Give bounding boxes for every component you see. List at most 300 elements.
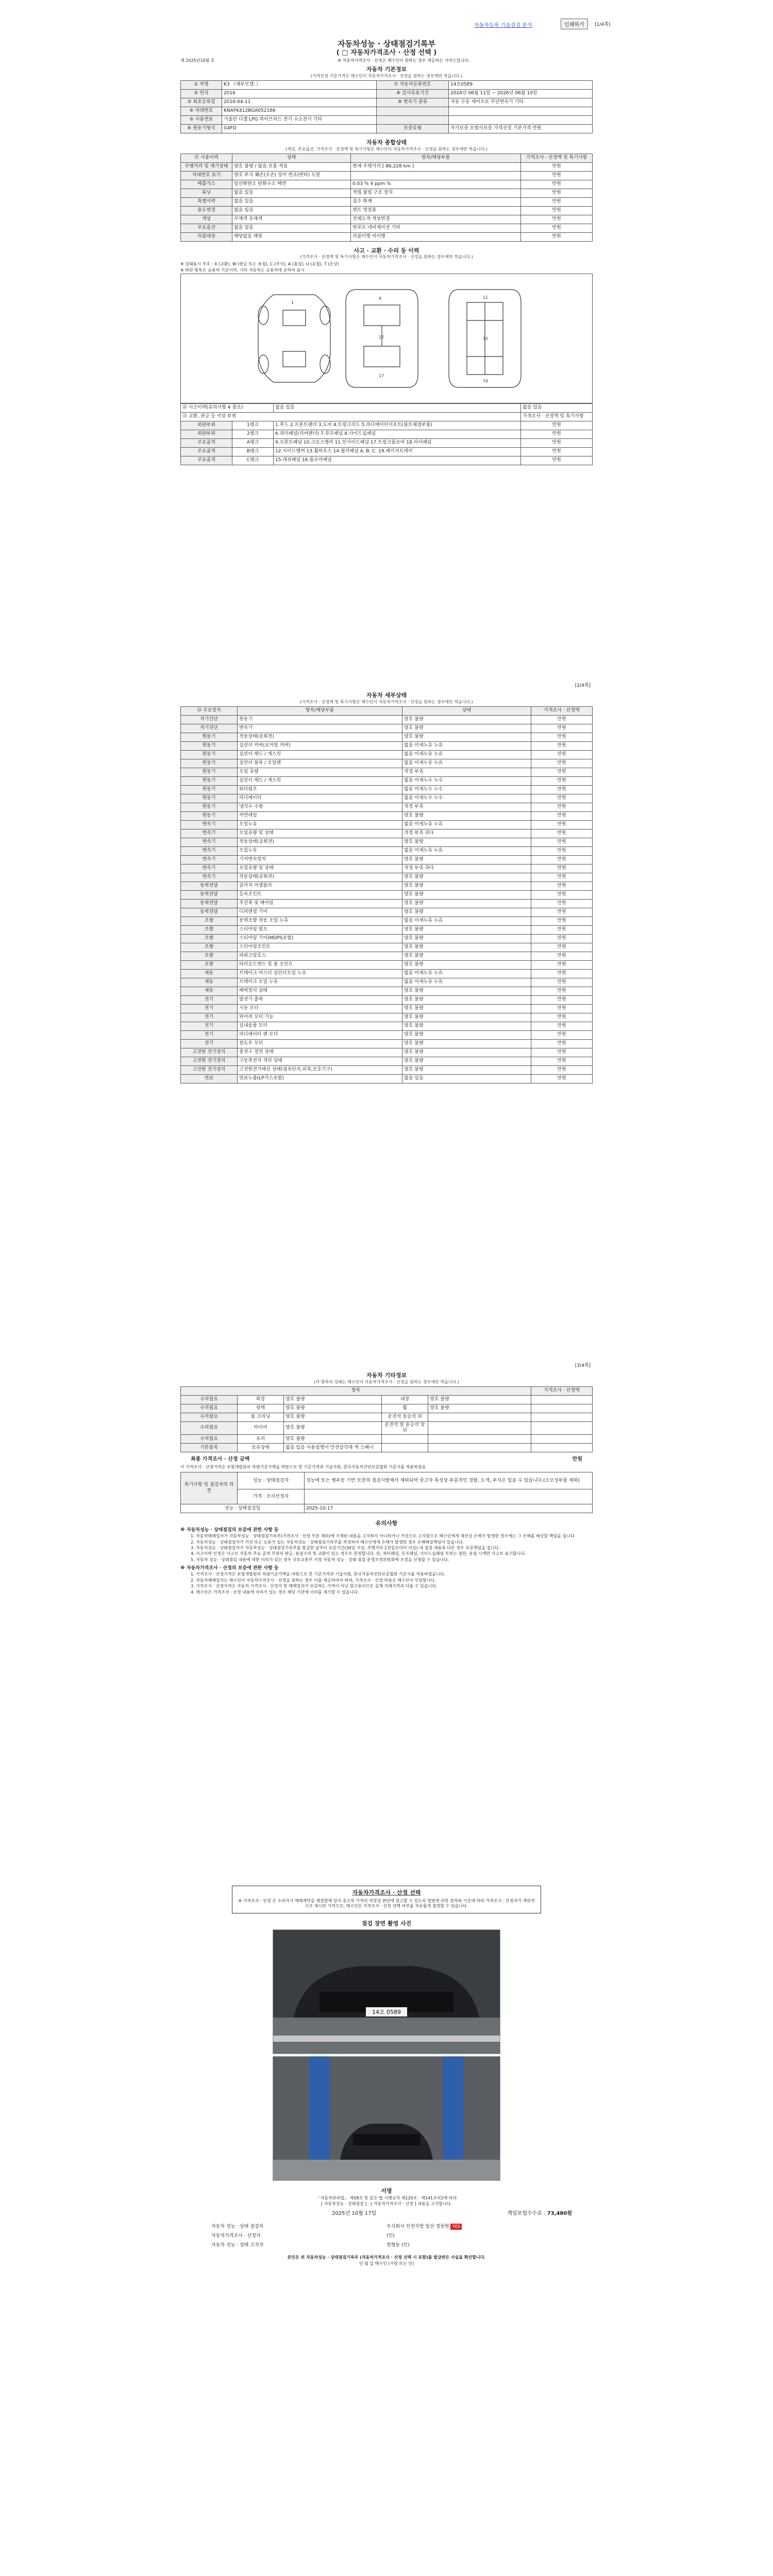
other-state: 양호 불량 [284, 1413, 382, 1421]
doc-note: ※ 자동차가격조사 · 산정은 매수인이 원하는 경우 제공하는 서비스입니다. [338, 58, 470, 63]
other-part: 타이어 [238, 1421, 284, 1435]
special-text-1: 성능에 또는 형부동 기반 보증의 점검사항에서 제외되며 중고차 특성상 부분적인 경함, 도색, 부식은 있을 수 있습니다.(소모성부품 제외) [305, 1472, 593, 1489]
status-item: 리콜대상 [181, 232, 232, 241]
detail-state: 양호 불량 [402, 995, 531, 1004]
detail-state: 없음 미세누수 누수 [402, 785, 531, 794]
other-state-2 [428, 1421, 531, 1435]
detail-part: 충전구 절연 상태 [238, 1048, 402, 1057]
basic-value: 2016 [222, 89, 377, 98]
table-row [181, 855, 593, 864]
status-item: 용도변경 [181, 206, 232, 215]
detail-part: 디퍼렌셜 기어 [238, 908, 402, 917]
detail-header: ⑭ 주요장치 [181, 706, 238, 715]
detail-price: 만원 [531, 811, 593, 820]
basic-value: 2016-04-11 [222, 98, 377, 107]
svg-text:17: 17 [379, 374, 384, 379]
accident-group: 주요골격 [181, 456, 232, 465]
detail-device: 조향 [181, 934, 238, 943]
detail-device: 원동기 [181, 741, 238, 750]
detail-part: 시동 모터 [238, 1004, 402, 1013]
table-row [181, 1030, 593, 1039]
detail-device: 자기진단 [181, 724, 238, 733]
detail-device: 제동 [181, 978, 238, 987]
detail-price: 만원 [531, 776, 593, 785]
signer-name-3: 방형동 [386, 2243, 400, 2248]
notice-title: 유의사항 [375, 1520, 398, 1527]
table-row [181, 724, 593, 733]
other-part: 유리 [238, 1435, 284, 1444]
other-part-2: 운전석 동승석 뒤 [382, 1413, 428, 1421]
detail-price: 만원 [531, 987, 593, 995]
simple-repair-value: 없음 있음 [521, 404, 593, 413]
table-row [181, 1013, 593, 1022]
detail-state: 양호 불량 [402, 952, 531, 960]
basic-value: 자가보증 보험사보증 가격산정 기준가격 만원 [449, 124, 593, 133]
detail-price: 만원 [531, 1057, 593, 1065]
detail-price: 만원 [531, 882, 593, 890]
status-state: 무채색 유채색 [232, 215, 351, 224]
table-row [181, 430, 593, 439]
basic-label [377, 107, 449, 115]
table-row [181, 1065, 593, 1074]
detail-price: 만원 [531, 1030, 593, 1039]
table-row [181, 715, 593, 724]
accident-note: (가격조사 · 산정액 및 특기사항은 매수인이 자동차가격조사 · 산정을 원하는 경우에만 적습니다.) [300, 255, 473, 260]
status-price: 만원 [521, 180, 593, 189]
detail-device: 제동 [181, 987, 238, 995]
accident-group: 주요골격 [181, 439, 232, 448]
detail-price: 만원 [531, 715, 593, 724]
detail-device: 변속기 [181, 829, 238, 838]
detail-state: 없음 미세누유 누유 [402, 917, 531, 925]
page-4 [180, 1880, 593, 2566]
special-label: 특기사항 및 점검자의 의견 [181, 1472, 238, 1504]
detail-part: 기어변속장치 [238, 855, 402, 864]
detail-state: 양호 불량 [402, 882, 531, 890]
basic-label: ③ 최초등록일 [181, 98, 222, 107]
status-detail: 현재 주행거리 [ 86,228 km ] [351, 162, 521, 171]
detail-price: 만원 [531, 969, 593, 978]
status-state: 없음 있음 [232, 189, 351, 197]
page-indicator: [1/4쪽] [595, 22, 611, 27]
part-change-price-label: 가격조사 · 산정액 및 특기사항 [521, 413, 593, 421]
detail-part: 오일유량 및 상태 [238, 864, 402, 873]
accident-price: 만원 [521, 456, 593, 465]
status-header: 가격조사 · 산정액 및 특기사항 [521, 154, 593, 162]
table-row [181, 1404, 593, 1413]
detail-part: 배력장치 상태 [238, 987, 402, 995]
status-item: 주요옵션 [181, 224, 232, 232]
detail-price: 만원 [531, 768, 593, 776]
detail-price: 만원 [531, 785, 593, 794]
other-price [531, 1404, 593, 1413]
status-price: 만원 [521, 215, 593, 224]
svg-text:1: 1 [291, 300, 294, 306]
other-price [531, 1421, 593, 1435]
other-part: 외장 [238, 1395, 284, 1404]
table-row [181, 969, 593, 978]
status-detail: 리콜이행 미이행 [351, 232, 521, 241]
detail-part: 오일유량 및 상태 [238, 829, 402, 838]
table-row [181, 115, 593, 124]
status-item: 색상 [181, 215, 232, 224]
status-state: 없음 있음 [232, 206, 351, 215]
detail-state: 양호 불량 [402, 811, 531, 820]
detail-price: 만원 [531, 1004, 593, 1013]
status-title: 자동차 종합상태 [366, 139, 407, 146]
status-item: 특별이력 [181, 197, 232, 206]
accident-price: 만원 [521, 448, 593, 456]
status-detail [351, 171, 521, 180]
detail-device: 변속기 [181, 864, 238, 873]
detail-part: 동력조향 작동 오일 누유 [238, 917, 402, 925]
table-row [181, 1022, 593, 1030]
other-price [531, 1413, 593, 1421]
table-row [181, 908, 593, 917]
basic-value: 가솔린 디젤 LPG 하이브리드 전기 수소전기 기타 [222, 115, 377, 124]
detail-device: 전기 [181, 995, 238, 1004]
detail-state: 없음 미세누유 누유 [402, 741, 531, 750]
detail-state: 적정 부족 [402, 768, 531, 776]
table-row [181, 811, 593, 820]
detail-device: 고전원 전기장치 [181, 1057, 238, 1065]
table-row [181, 925, 593, 934]
table-row [181, 820, 593, 829]
detail-part: 변속기 [238, 724, 402, 733]
detail-price: 만원 [531, 829, 593, 838]
detail-price: 만원 [531, 846, 593, 855]
status-detail: 썬루프 네비게이션 기타 [351, 224, 521, 232]
other-state-2: 양호 불량 [428, 1404, 531, 1413]
receipt-text: 본인은 위 자동차성능 · 상태점검기록부 (자동차가격조사 · 산정 선택 시 포함)를 발급받은 사실을 확인합니다. [287, 2255, 486, 2260]
status-state: 없음 있음 [232, 224, 351, 232]
table-row [181, 448, 593, 456]
basic-info-note: (가격산정 기준가격은 매수인이 자동차가격조사 · 산정을 원하는 경우에만 적습니다.) [310, 73, 463, 78]
basic-label: ⑥ 원동기형식 [181, 124, 222, 133]
table-row [181, 456, 593, 465]
detail-price: 만원 [531, 1048, 593, 1057]
detail-part: 스티어링조인트 [238, 943, 402, 952]
signature-law-text: 「자동차관리법」 제58조 및 같은 법 시행규칙 제120조 · 제141조의2에 따라 [316, 2196, 457, 2201]
detail-part: 연료누출(LP가스포함) [238, 1074, 402, 1083]
notice-item: 5. 자동차 성능 · 상태점검 내용에 대한 이의가 있는 경우 국토교통부 지정 자동차 성능 · 상태 점검 분쟁조정위원회에 조정을 신청할 수 있습니다. [191, 1557, 449, 1562]
table-row [181, 124, 593, 133]
detail-note: (가격조사 · 산정액 및 특기사항은 매수인이 자동차가격조사 · 산정을 원하는 경우에만 적습니다.) [300, 699, 473, 704]
table-row [181, 776, 593, 785]
status-table [180, 154, 593, 242]
table-row [181, 873, 593, 882]
detail-price: 만원 [531, 890, 593, 899]
detail-state: 없음 미세누유 누유 [402, 969, 531, 978]
table-row [181, 960, 593, 969]
accident-legend-2: ※ 하단 항목은 승용차 기준이며, 기타 자동차는 승용차에 준하여 표시 [180, 267, 305, 273]
basic-label: ⑧ 검사유효기간 [377, 89, 449, 98]
detail-device: 변속기 [181, 838, 238, 846]
detail-part: 오일 유량 [238, 768, 402, 776]
detail-state: 없음 있음 [402, 1074, 531, 1083]
basic-info-table [180, 80, 593, 133]
notice-item: 2. 자동차매매업자는 매수인이 자동차가격조사 · 산정을 원하는 경우 이를 제공하여야 하며, 가격조사 · 산정 비용은 매수인이 부담합니다. [191, 1578, 436, 1583]
other-group: 수리필요 [181, 1395, 238, 1404]
detail-price: 만원 [531, 1013, 593, 1022]
table-row [181, 1421, 593, 1435]
other-group: 수리필요 [181, 1404, 238, 1413]
detail-price: 만원 [531, 873, 593, 882]
other-state-2 [428, 1435, 531, 1444]
inspection-date-label: 성능 · 상태점검일 [181, 1504, 305, 1513]
table-row [181, 785, 593, 794]
status-item: 배출가스 [181, 180, 232, 189]
detail-part: 라디에이터 [238, 794, 402, 803]
table-row [181, 98, 593, 107]
status-price: 만원 [521, 162, 593, 171]
price-selection-box [232, 1886, 541, 1913]
page-1 [180, 39, 593, 632]
table-row [181, 952, 593, 960]
detail-header: 항목/해당부품 [238, 706, 402, 715]
fee-value: 73,480원 [547, 2210, 572, 2216]
status-state: 양호 부식 훼손(오손) 상이 변조(변타) 도말 [232, 171, 351, 180]
status-detail: 렌트 영업용 [351, 206, 521, 215]
detail-device: 전기 [181, 1039, 238, 1048]
detail-part: 실린더 커버(로커암 커버) [238, 741, 402, 750]
detail-device: 원동기 [181, 785, 238, 794]
detail-state: 양호 불량 [402, 925, 531, 934]
detail-device: 변속기 [181, 873, 238, 882]
accident-history-label: ⑫ 사고이력(유의사항 4 참조) [181, 404, 274, 413]
detail-state: 양호 불량 [402, 838, 531, 846]
accident-group: 주요골격 [181, 448, 232, 456]
detail-part: 실내송풍 모터 [238, 1022, 402, 1030]
detail-price: 만원 [531, 750, 593, 759]
basic-label: ① 차명 [181, 80, 222, 89]
detail-state: 없음 미세누유 누유 [402, 759, 531, 768]
detail-part: 작동상태(공회전) [238, 838, 402, 846]
photo-rear [273, 2056, 500, 2181]
other-group: 수리필요 [181, 1421, 238, 1435]
detail-price: 만원 [531, 925, 593, 934]
status-price: 만원 [521, 189, 593, 197]
detail-state: 양호 불량 [402, 1065, 531, 1074]
other-group: 수리필요 [181, 1413, 238, 1421]
detail-device: 동력전달 [181, 890, 238, 899]
other-part-2 [382, 1444, 428, 1452]
basic-label: ⑦ 자동차등록번호 [377, 80, 449, 89]
other-state: 양호 불량 [284, 1395, 382, 1404]
accident-parts: 6.쿼터패널(리어펜더) 7.루프패널 8.사이드실패널 [274, 430, 521, 439]
detail-device: 전기 [181, 1022, 238, 1030]
accident-rank: 1랭크 [232, 421, 274, 430]
part-change-label: ⑬ 교환, 판금 등 이상 부위 [181, 413, 521, 421]
detail-price: 만원 [531, 1074, 593, 1083]
basic-label: ④ 차대번호 [181, 107, 222, 115]
detail-price: 만원 [531, 995, 593, 1004]
signer-mark-3: (인) [401, 2243, 410, 2248]
photos-title: 점검 장면 촬영 사진 [361, 1920, 412, 1927]
detail-state: 양호 불량 [402, 1013, 531, 1022]
detail-state: 양호 불량 [402, 724, 531, 733]
signature-date: 2025년 10월 17일 [332, 2210, 377, 2216]
detail-state: 양호 불량 [402, 1030, 531, 1039]
detail-state: 없음 미세누수 누수 [402, 776, 531, 785]
detail-state: 적정 부족 과다 [402, 864, 531, 873]
detail-price: 만원 [531, 864, 593, 873]
detail-price: 만원 [531, 960, 593, 969]
detail-device: 원동기 [181, 803, 238, 811]
basic-value: 14오0589 [449, 80, 593, 89]
detail-device: 고전원 전기장치 [181, 1048, 238, 1057]
detail-state: 양호 불량 [402, 855, 531, 864]
accident-rank: A랭크 [232, 439, 274, 448]
detail-state: 양호 불량 [402, 934, 531, 943]
photo-front [273, 1929, 500, 2054]
detail-part: 브레이크 마스터 실린더오일 누유 [238, 969, 402, 978]
final-price-title: 최종 가격조사 · 산정 금액 [191, 1456, 250, 1463]
detail-state: 양호 불량 [402, 943, 531, 952]
accident-rank: B랭크 [232, 448, 274, 456]
price-selection-text: ※ 가격조사 · 산정 은 소비자가 매매계약을 체결함에 있어 중고차 가격의 적정성 판단에 참고할 수 있도록 법령에 의한 절차와 기준에 따라 가격조사 · 산정자가 객관적으로 제시한 가격으로, 매수인은 가격조사 · 산정 선택 여부를 자유롭게 결정할 수 있습니다. [238, 1898, 535, 1909]
other-price [531, 1395, 593, 1404]
status-detail: 침수 화재 [351, 197, 521, 206]
page-2 [180, 683, 593, 1350]
detail-price: 만원 [531, 934, 593, 943]
table-row [181, 224, 593, 232]
detail-state: 양호 불량 [402, 987, 531, 995]
detail-part: 실린더 헤드 / 개스킷 [238, 750, 402, 759]
svg-text:16: 16 [483, 379, 489, 384]
detail-device: 동력전달 [181, 908, 238, 917]
other-part-2 [382, 1435, 428, 1444]
detail-device: 원동기 [181, 768, 238, 776]
table-row [181, 1444, 593, 1452]
detail-price: 만원 [531, 741, 593, 750]
table-row [181, 80, 593, 89]
table-row [181, 882, 593, 890]
table-row [181, 1039, 593, 1048]
detail-part: 발전기 출력 [238, 995, 402, 1004]
table-row [181, 162, 593, 171]
detail-device: 변속기 [181, 820, 238, 829]
detail-device: 전기 [181, 1013, 238, 1022]
detail-state: 양호 불량 [402, 873, 531, 882]
document-subtitle: ( □ 자동차가격조사 · 산정 선택 ) [336, 48, 437, 57]
detail-price: 만원 [531, 820, 593, 829]
detail-state: 양호 불량 [402, 899, 531, 908]
table-row [181, 421, 593, 430]
detail-part: 작동상태(공회전) [238, 873, 402, 882]
detail-price: 만원 [531, 1022, 593, 1030]
notice-item: 4. 사고이력 인정은 사고로 자동차 주요 골격 부위의 판금, 용접수리 및 교환이 있는 경우로 한정합니다. 단, 쿼터패널, 루프패널, 사이드실패널 부위는 절단, 용접 시에만 사고로 표기합니다. [191, 1551, 526, 1556]
top-link[interactable]: 자동차등록 기술점검 분석 [474, 23, 532, 28]
detail-state: 양호 불량 [402, 890, 531, 899]
basic-label: ⑨ 변속기 종류 [377, 98, 449, 107]
detail-part: 파워고압호스 [238, 952, 402, 960]
status-header: 항목/해당부품 [351, 154, 521, 162]
detail-device: 연료 [181, 1074, 238, 1083]
basic-value: 2024년 06월 11일 ~ 2026년 06월 10일 [449, 89, 593, 98]
accident-rank: C랭크 [232, 456, 274, 465]
other-state-2 [428, 1444, 531, 1452]
table-row [181, 733, 593, 741]
accident-parts: 12.사이드멤버 13.휠하우스 14.필러패널 A. B. C. 19.패키지트레이 [274, 448, 521, 456]
status-price: 만원 [521, 232, 593, 241]
status-state: 일산화탄소 탄화수소 매연 [232, 180, 351, 189]
detail-price: 만원 [531, 733, 593, 741]
table-row [181, 995, 593, 1004]
accident-table [180, 403, 593, 465]
special-table [180, 1472, 593, 1513]
table-row [181, 1435, 593, 1444]
car-diagram [180, 274, 593, 403]
special-role-2: 가격 · 조사산정자 [238, 1489, 305, 1504]
detail-table [180, 706, 593, 1083]
detail-price: 만원 [531, 803, 593, 811]
signer-name-1: 주식회사 인천지방 일산 정몽원 [386, 2224, 449, 2230]
detail-part: 작동상태(공회전) [238, 733, 402, 741]
table-row [181, 89, 593, 98]
detail-part: 오일누유 [238, 820, 402, 829]
notice-item: 2. 자동차성능 · 상태점검자가 거짓 또는 오류가 있는 자동차성능 · 상태점검기록부를 작성하여 매수인에게 손해가 발생한 경우 손해배상책임이 있습니다. [191, 1539, 464, 1545]
other-state: 양호 불량 [284, 1404, 382, 1413]
table-row [181, 197, 593, 206]
accident-price: 만원 [521, 430, 593, 439]
detail-state: 없음 미세누유 누유 [402, 978, 531, 987]
table-row [181, 741, 593, 750]
detail-price: 만원 [531, 794, 593, 803]
signer-role-2: 자동차가격조사 · 산정자 [211, 2233, 261, 2239]
detail-part: 와이퍼 모터 기능 [238, 1013, 402, 1022]
detail-price: 만원 [531, 952, 593, 960]
detail-part: 윈도우 모터 [238, 1039, 402, 1048]
detail-state: 적정 부족 [402, 803, 531, 811]
status-item: 차대번호 표기 [181, 171, 232, 180]
detail-device: 원동기 [181, 811, 238, 820]
page-3 [180, 1363, 593, 1860]
detail-price: 만원 [531, 917, 593, 925]
notice-item: 1. 가격조사 · 산정가격은 보험개발원의 차량기준가액을 바탕으로 한 기준가격과 기술사회, 한국자동차진단보증협회 기준서를 적용하였습니다. [191, 1572, 445, 1577]
detail-price: 만원 [531, 1039, 593, 1048]
detail-device: 조향 [181, 917, 238, 925]
detail-device: 변속기 [181, 846, 238, 855]
table-row [181, 829, 593, 838]
detail-device: 원동기 [181, 759, 238, 768]
detail-device: 조향 [181, 943, 238, 952]
other-part: 보유상태 [238, 1444, 284, 1452]
detail-part: 스티어링 기어(MDPS포함) [238, 934, 402, 943]
detail-device: 조향 [181, 960, 238, 969]
basic-value [449, 107, 593, 115]
detail-device: 조향 [181, 925, 238, 934]
detail-price: 만원 [531, 908, 593, 917]
special-role-1: 성능 · 상태점검자 [238, 1472, 305, 1489]
accident-price: 만원 [521, 421, 593, 430]
basic-value: KNAFK412BGA052166 [222, 107, 377, 115]
signer-mark-1: (인) [386, 2233, 395, 2239]
print-button[interactable]: 인쇄하기 [561, 19, 588, 29]
table-row [181, 1048, 593, 1057]
basic-value [449, 115, 593, 124]
notice-item: 1. 자동차매매업자가 자동차성능 · 상태점검기록부(가격조사 · 산정 부분 제외)에 기재된 내용을 고지하지 아니하거나 거짓으로 고지함으로 매수인에게 재산상 손해가 발생한 경우에는 그 손해를 배상할 책임을 집니다. [191, 1534, 576, 1539]
table-row [181, 794, 593, 803]
detail-part: 워터펌프 [238, 785, 402, 794]
detail-part: 브레이크 오일 누유 [238, 978, 402, 987]
detail-state: 양호 불량 [402, 1022, 531, 1030]
table-row [181, 107, 593, 115]
detail-device: 자기진단 [181, 715, 238, 724]
accident-title: 사고 · 교환 · 수리 등 이력 [354, 247, 419, 254]
detail-part: 고전원전기배선 상태(접속단자,피복,보호기구) [238, 1065, 402, 1074]
detail-device: 고전원 전기장치 [181, 1065, 238, 1074]
